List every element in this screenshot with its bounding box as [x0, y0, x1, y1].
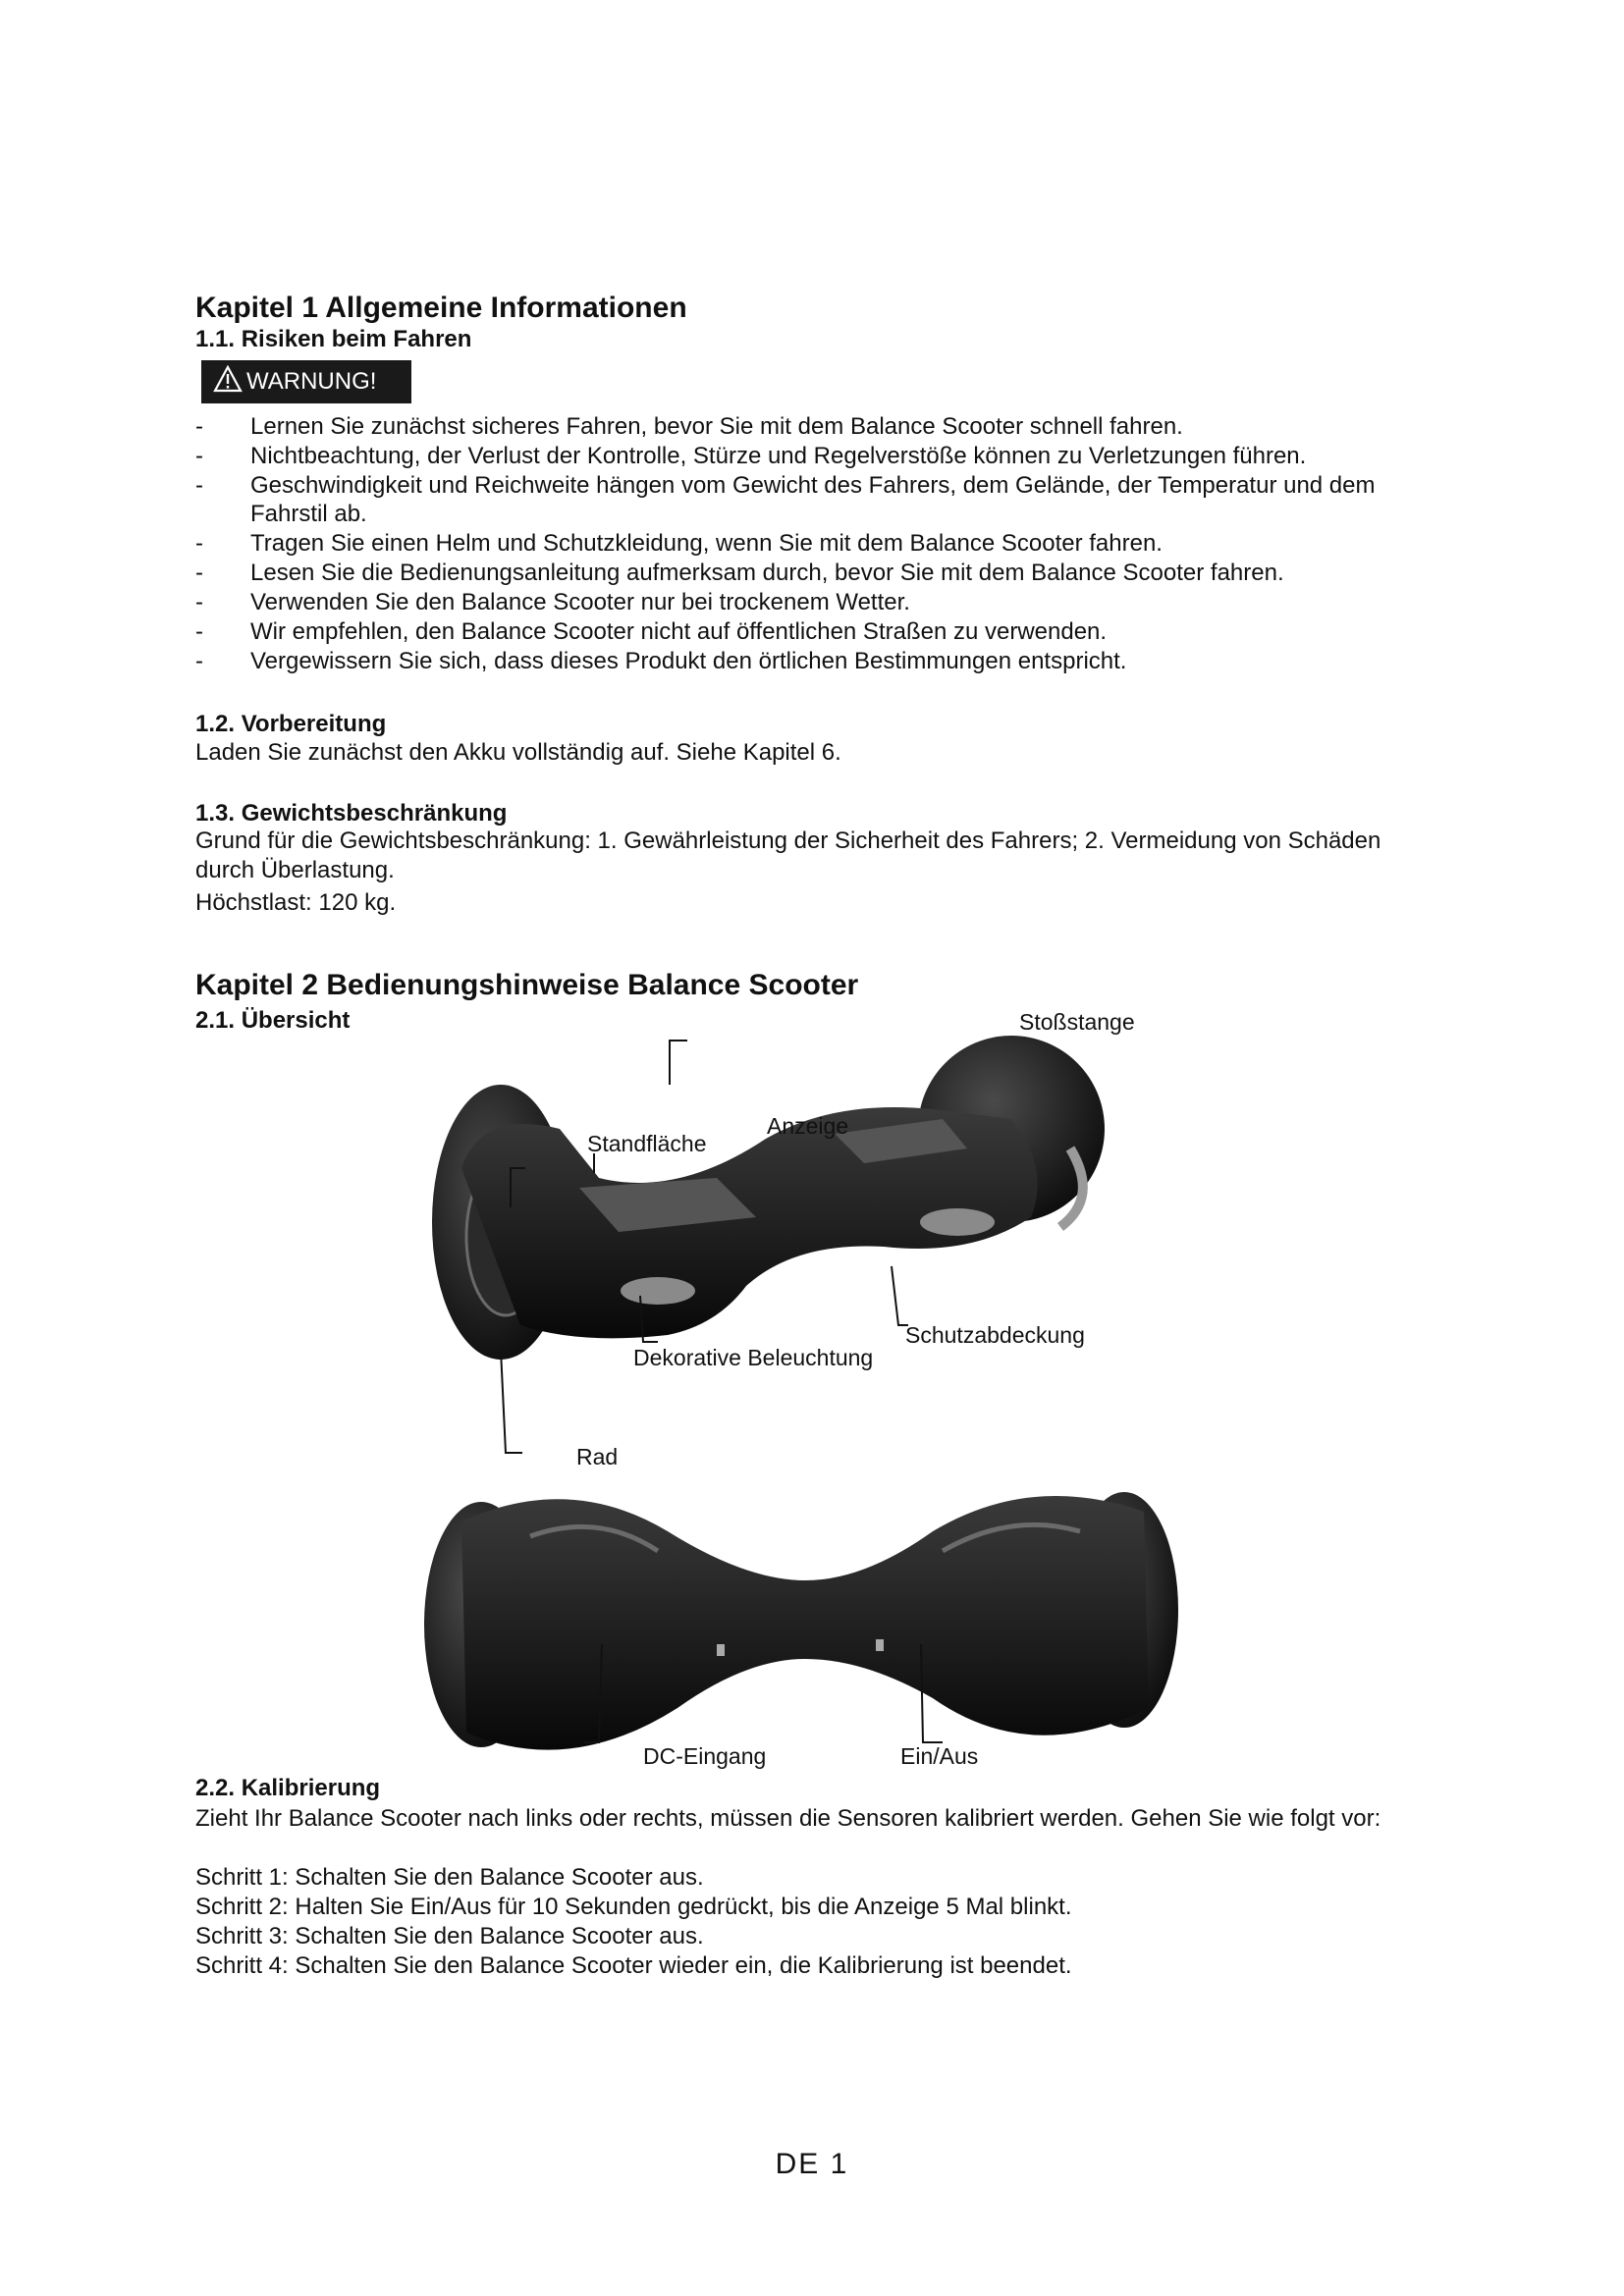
section-1-2-heading: 1.2. Vorbereitung	[195, 711, 387, 737]
max-load-text: Höchstlast: 120 kg.	[195, 889, 397, 916]
label-display: Anzeige	[767, 1113, 849, 1139]
section-1-2-text: Laden Sie zunächst den Akku vollständig auf. Siehe Kapitel 6.	[195, 739, 841, 766]
list-item: - Verwenden Sie den Balance Scooter nur bei trockenem Wetter.	[195, 589, 910, 615]
warning-triangle-icon	[213, 365, 243, 400]
scooter-top-view	[432, 1036, 1105, 1360]
section-2-1-heading: 2.1. Übersicht	[195, 1007, 351, 1034]
label-cover: Schutzabdeckung	[905, 1322, 1085, 1348]
calibration-step-2: Schritt 2: Halten Sie Ein/Aus für 10 Sekunden gedrückt, bis die Anzeige 5 Mal blinkt.	[195, 1894, 1072, 1920]
label-dc-input: DC-Eingang	[643, 1743, 767, 1769]
calibration-intro: Zieht Ihr Balance Scooter nach links oder rechts, müssen die Sensoren kalibriert werden. Gehen Sie wie folgt vor:	[195, 1805, 1381, 1832]
label-power: Ein/Aus	[900, 1743, 979, 1769]
chapter1-title: Kapitel 1 Allgemeine Informationen	[195, 292, 687, 324]
chapter2-title: Kapitel 2 Bedienungshinweise Balance Scooter	[195, 969, 859, 1001]
list-item: - Geschwindigkeit und Reichweite hängen vom Gewicht des Fahrers, dem Gelände, der Temperatur und dem Fahrstil ab.	[195, 472, 1376, 527]
list-item: - Lesen Sie die Bedienungsanleitung aufmerksam durch, bevor Sie mit dem Balance Scooter fahren.	[195, 560, 1284, 586]
calibration-step-1: Schritt 1: Schalten Sie den Balance Scooter aus.	[195, 1864, 704, 1891]
page-number: DE 1	[775, 2148, 849, 2180]
risk-list	[195, 412, 1442, 676]
section-1-1-heading: 1.1. Risiken beim Fahren	[195, 326, 472, 352]
label-wheel: Rad	[576, 1444, 619, 1469]
calibration-step-4: Schritt 4: Schalten Sie den Balance Scooter wieder ein, die Kalibrierung ist beendet.	[195, 1952, 1072, 1979]
scooter-bottom-view	[424, 1492, 1178, 1750]
list-item: - Lernen Sie zunächst sicheres Fahren, bevor Sie mit dem Balance Scooter schnell fahren.	[195, 413, 1183, 440]
list-item: - Wir empfehlen, den Balance Scooter nicht auf öffentlichen Straßen zu verwenden.	[195, 618, 1108, 645]
section-1-3-text: Grund für die Gewichtsbeschränkung: 1. Gewährleistung der Sicherheit des Fahrers; 2. Vermeidung von Schäden durch Überlastung.	[195, 828, 1381, 883]
label-footpad: Standfläche	[587, 1131, 707, 1156]
list-item: - Tragen Sie einen Helm und Schutzkleidung, wenn Sie mit dem Balance Scooter fahren.	[195, 530, 1163, 557]
warning-label: WARNUNG!	[246, 368, 377, 395]
label-lighting: Dekorative Beleuchtung	[633, 1345, 874, 1370]
calibration-step-3: Schritt 3: Schalten Sie den Balance Scooter aus.	[195, 1923, 704, 1949]
warning-badge	[201, 360, 411, 403]
label-bumper: Stoßstange	[1019, 1009, 1135, 1035]
section-1-3-heading: 1.3. Gewichtsbeschränkung	[195, 800, 508, 827]
section-2-2-heading: 2.2. Kalibrierung	[195, 1775, 381, 1801]
list-item: - Nichtbeachtung, der Verlust der Kontrolle, Stürze und Regelverstöße können zu Verletzungen führen.	[195, 443, 1307, 469]
list-item: - Vergewissern Sie sich, dass dieses Produkt den örtlichen Bestimmungen entspricht.	[195, 648, 1127, 674]
